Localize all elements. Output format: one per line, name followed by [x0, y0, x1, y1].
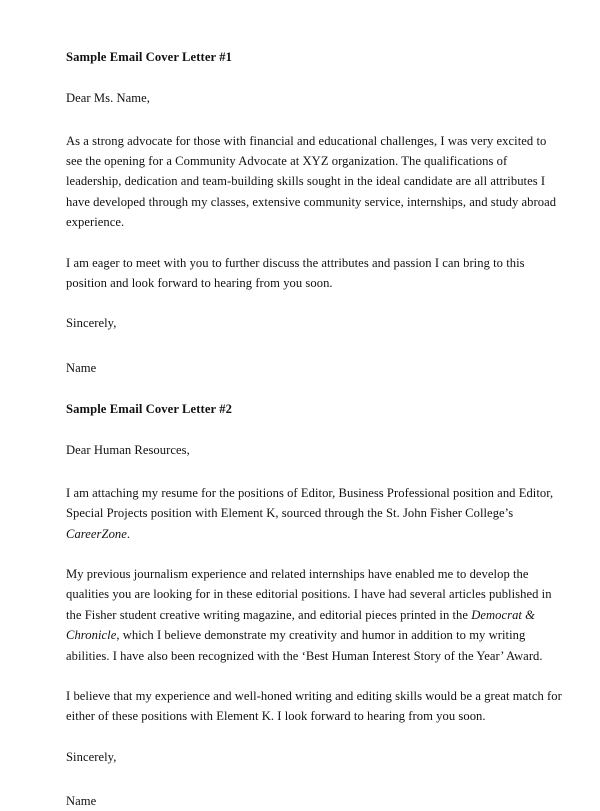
letter-separator [66, 378, 562, 400]
letter-1-paragraph-1: As a strong advocate for those with financial and educational challenges, I was very excited to see the opening for a Community Advocate at XYZ organization. The qualifications of leadership, dedication and team-building skills sought in the ideal candidate are all attributes I have developed through my classes, extensive community service, internships, and study abroad experience. [66, 133, 557, 230]
cover-letter-2 [66, 400, 562, 811]
letter-1-signature: Name [66, 360, 97, 375]
letter-2-signature: Name [66, 794, 97, 809]
letter-1-title: Sample Email Cover Letter #1 [66, 50, 233, 64]
letter-1-salutation: Dear Ms. Name, [66, 91, 150, 106]
letter-1-paragraph-2: I am eager to meet with you to further discuss the attributes and passion I can bring to this position and look forward to hearing from you soon. [66, 255, 525, 290]
cover-letter-1 [66, 48, 562, 378]
letter-2-paragraph-1: I am attaching my resume for the positions of Editor, Business Professional position and Editor, Special Projects position with Element K, sourced through the St. John Fisher College’s CareerZone. [66, 485, 554, 541]
letter-2-paragraph-2: My previous journalism experience and related internships have enabled me to develop the qualities you are looking for in these editorial positions. I have had several articles published in the Fisher student creative writing magazine, and editorial pieces printed in the Democrat & Chronicle, which I believe demonstrate my creativity and humor in addition to my writing abilities. I have also been recognized with the ‘Best Human Interest Story of the Year’ Award. [66, 566, 552, 663]
letter-2-title: Sample Email Cover Letter #2 [66, 402, 233, 417]
letter-1-closing: Sincerely, [66, 316, 117, 331]
letter-2-salutation: Dear Human Resources, [66, 443, 190, 458]
letter-2-closing: Sincerely, [66, 749, 117, 764]
letter-2-paragraph-3: I believe that my experience and well-honed writing and editing skills would be a great match for either of these positions with Element K. I look forward to hearing from you soon. [66, 688, 562, 724]
